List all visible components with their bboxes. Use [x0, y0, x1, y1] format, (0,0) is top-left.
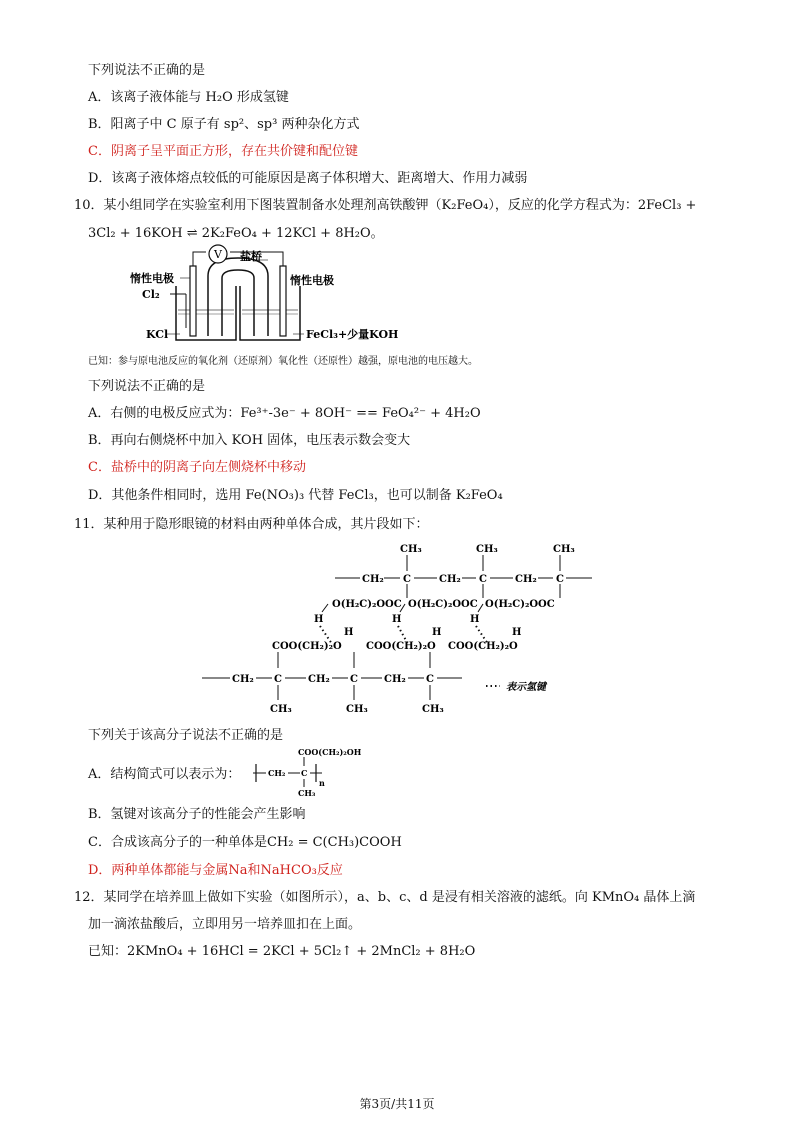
- formula-c: C: [301, 768, 308, 778]
- bottom-h-3: H: [512, 627, 522, 638]
- polymer-hydrogen-bond-figure: [200, 540, 600, 720]
- q10-stem-line2: 3Cl₂ + 16KOH ⇌ 2K₂FeO₄ + 12KCl + 8H₂O。: [88, 226, 384, 241]
- q10-note: 已知：参与原电池反应的氧化剂（还原剂）氧化性（还原性）越强，原电池的电压越大。: [88, 356, 478, 367]
- q12-known: 已知：2KMnO₄ + 16HCl = 2KCl + 5Cl₂↑ + 2MnCl₂ + 8H₂O: [88, 944, 476, 959]
- bottom-ester-1: COO(CH₂)₂O: [272, 641, 342, 652]
- q10-stem-line1: 10．某小组同学在实验室利用下图装置制备水处理剂高铁酸钾（K₂FeO₄），反应的化学方程式为：2FeCl₃ +: [74, 198, 697, 213]
- cl2-label: Cl₂: [142, 288, 160, 301]
- q11-option-b: B．氢键对该高分子的性能会产生影响: [88, 807, 306, 822]
- bottom-ester-2: COO(CH₂)₂O: [366, 641, 436, 652]
- q10-option-c: C．盐桥中的阴离子向左侧烧杯中移动: [88, 460, 306, 475]
- voltmeter-label: V: [214, 248, 222, 261]
- top-ch3-1: CH₃: [400, 544, 422, 555]
- top-ester-3: O(H₂C)₂OOC: [485, 599, 555, 610]
- right-electrode-label: 惰性电极: [290, 274, 334, 287]
- top-c-2: C: [479, 574, 487, 585]
- q10-option-a: A．右侧的电极反应式为：Fe³⁺-3e⁻ + 8OH⁻ == FeO₄²⁻ + 4H₂O: [88, 406, 481, 421]
- left-electrode-label: 惰性电极: [130, 272, 174, 285]
- q9-option-a: A．该离子液体能与 H₂O 形成氢键: [88, 90, 289, 105]
- salt-bridge-label: 盐桥: [240, 250, 262, 263]
- q10-option-b: B．再向右侧烧杯中加入 KOH 固体，电压表示数会变大: [88, 433, 411, 448]
- q12-stem-line1: 12．某同学在培养皿上做如下实验（如图所示），a、b、c、d 是浸有相关溶液的滤纸。向 KMnO₄ 晶体上滴: [74, 890, 696, 905]
- top-c-3: C: [556, 574, 564, 585]
- q9-option-c: C．阴离子呈平面正方形，存在共价键和配位键: [88, 144, 358, 159]
- bottom-ch2-1: CH₂: [232, 674, 254, 685]
- bottom-ch3-3: CH₃: [422, 704, 444, 715]
- bottom-h-1: H: [344, 627, 354, 638]
- galvanic-cell-figure: [128, 248, 399, 348]
- top-ester-1: O(H₂C)₂OOC: [332, 599, 402, 610]
- q12-stem-line2: 加一滴浓盐酸后，立即用另一培养皿扣在上面。: [88, 917, 362, 932]
- bottom-c-1: C: [274, 674, 282, 685]
- q10-stem-line3: 下列说法不正确的是: [88, 379, 206, 394]
- q10-option-d: D．其他条件相同时，选用 Fe(NO₃)₃ 代替 FeCl₃，也可以制备 K₂FeO₄: [88, 488, 503, 503]
- hydrogen-bond-legend: 表示氢键: [506, 682, 546, 693]
- bottom-ch3-1: CH₃: [270, 704, 292, 715]
- right-solution-label: FeCl₃+少量KOH: [306, 328, 399, 341]
- q9-stem: 下列说法不正确的是: [88, 63, 206, 78]
- page-number: 第3页/共11页: [359, 1097, 435, 1111]
- bottom-c-3: C: [426, 674, 434, 685]
- bottom-ch2-3: CH₂: [384, 674, 406, 685]
- top-ch2-1: CH₂: [362, 574, 384, 585]
- top-ester-2: O(H₂C)₂OOC: [408, 599, 478, 610]
- top-ch3-3: CH₃: [553, 544, 575, 555]
- q9-option-b: B．阳离子中 C 原子有 sp²、sp³ 两种杂化方式: [88, 117, 360, 132]
- polymer-structure-formula: [252, 744, 372, 798]
- top-h-3: H: [470, 614, 480, 625]
- q11-stem: 11．某种用于隐形眼镜的材料由两种单体合成，其片段如下：: [74, 517, 429, 532]
- top-h-1: H: [314, 614, 324, 625]
- q11-stem2: 下列关于该高分子说法不正确的是: [88, 728, 284, 743]
- formula-side-group: COO(CH₂)₂OH: [298, 747, 362, 757]
- q9-option-d: D．该离子液体熔点较低的可能原因是离子体积增大、距离增大、作用力减弱: [88, 171, 528, 186]
- top-ch2-2: CH₂: [439, 574, 461, 585]
- top-c-1: C: [403, 574, 411, 585]
- formula-ch2: CH₂: [268, 768, 286, 778]
- top-ch3-2: CH₃: [476, 544, 498, 555]
- top-ch2-3: CH₂: [515, 574, 537, 585]
- q11-option-d: D．两种单体都能与金属Na和NaHCO₃反应: [88, 863, 343, 878]
- left-solution-label: KCl: [146, 328, 169, 341]
- formula-ch3: CH₃: [298, 788, 316, 798]
- bottom-ch3-2: CH₃: [346, 704, 368, 715]
- bottom-ester-3: COO(CH₂)₂O: [448, 641, 518, 652]
- formula-n: n: [319, 778, 325, 788]
- bottom-ch2-2: CH₂: [308, 674, 330, 685]
- bottom-c-2: C: [350, 674, 358, 685]
- bottom-h-2: H: [432, 627, 442, 638]
- q11-option-c: C．合成该高分子的一种单体是CH₂ = C(CH₃)COOH: [88, 835, 402, 850]
- q11-option-a: A．结构简式可以表示为：: [88, 767, 241, 782]
- top-h-2: H: [392, 614, 402, 625]
